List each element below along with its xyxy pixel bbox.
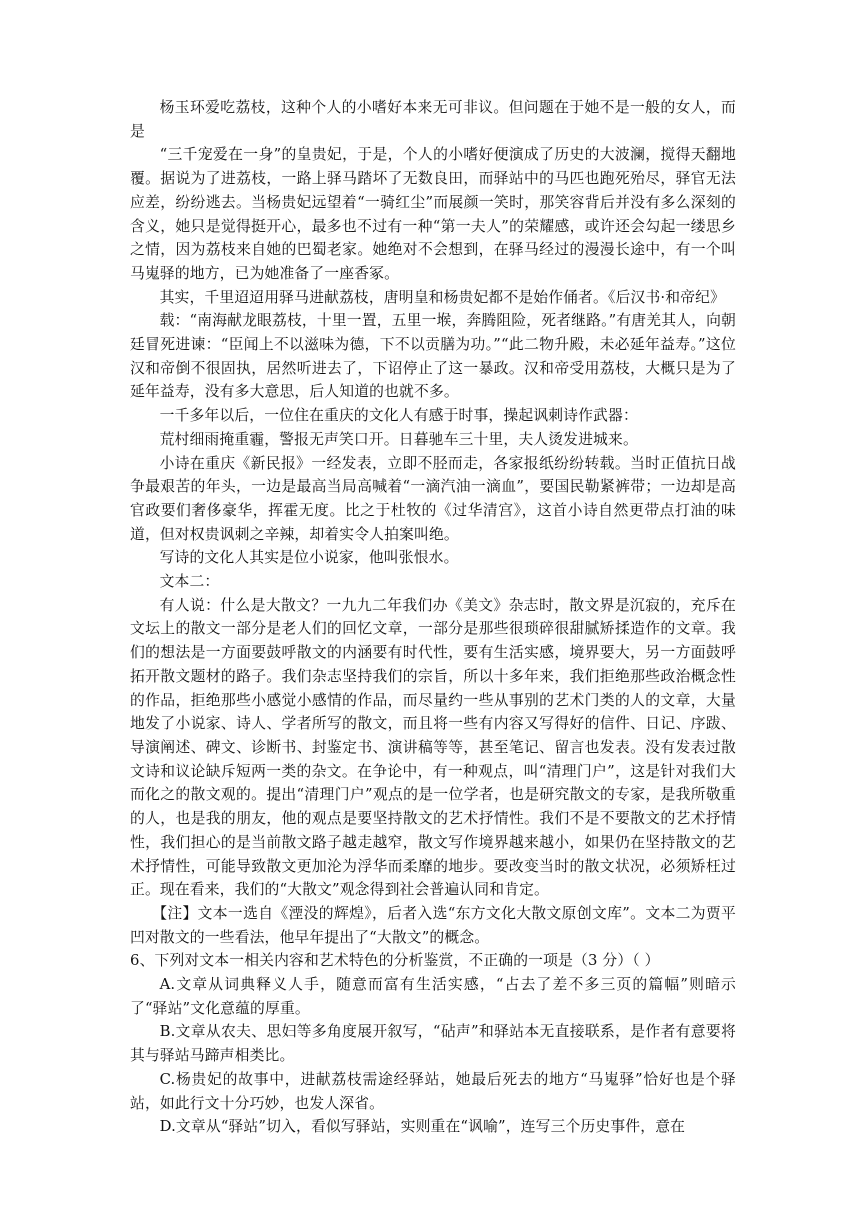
text1-paragraph-2: “三千宠爱在一身”的皇贵妃，于是，个人的小嗜好便演成了历史的大波澜，搅得天翻地覆。据说为了进荔枝，一路上驿马踏坏了无数良田，而驿站中的马匹也跑死殆尽，驿官无法应差，纷纷逃去。当杨贵妃远望着“一骑红尘”而展颜一笑时，那笑容背后并没有多么深刻的含义，她只是觉得挺开心，最多也不过有一种“第一夫人”的荣耀感，或许还会勾起一缕思乡之情，因为荔枝来自她的巴蜀老家。她绝对不会想到，在驿马经过的漫漫长途中，有一个叫马嵬驿的地方，已为她准备了一座香冢。 [130,146,736,282]
option-b[interactable]: B.文章从农夫、思妇等多角度展开叙写，“砧声”和驿站本无直接联系，是作者有意要将其与驿站马蹄声相类比。 [130,1023,736,1065]
source-note: 【注】文本一选自《湮没的辉煌》，后者入选“东方文化大散文原创文库”。文本二为贾平凹对散文的一些看法，他早年提出了“大散文”的概念。 [130,904,736,946]
poem-line: 荒村细雨掩重霾，警报无声笑口开。日暮驰车三十里，夫人烫发进城来。 [159,430,638,448]
text1-paragraph-1: 杨玉环爱吃荔枝，这种个人的小嗜好本来无可非议。但问题在于她不是一般的女人，而是 [130,99,736,140]
text1-paragraph-8: 写诗的文化人其实是位小说家，他叫张恨水。 [159,549,459,567]
text2-paragraph-1: 有人说：什么是大散文？一九九二年我们办《美文》杂志时，散文界是沉寂的，充斥在文坛上的散文一部分是老人们的回忆文章，一部分是那些很琐碎很甜腻矫揉造作的文章。我们的想法是一方面要鼓呼散文的内涵要有时代性，要有生活实感，境界要大，另一方面鼓呼拓开散文题材的路子。我们杂志坚持我们的宗旨，所以十多年来，我们拒绝那些政治概念性的作品，拒绝那些小感觉小感情的作品，而尽量约一些从事别的艺术门类的人的文章，大量地发了小说家、诗人、学者所写的散文，而且将一些有内容又写得好的信件、日记、序跋、导演阐述、碑文、诊断书、封鉴定书、演讲稿等等，甚至笔记、留言也发表。没有发表过散文诗和议论缺斥短两一类的杂文。在争论中，有一种观点，叫“清理门户”，这是针对我们大而化之的散文观的。提出“清理门户”观点的是一位学者，也是研究散文的专家，是我所敬重的人，也是我的朋友，他的观点是要坚持散文的艺术抒情性。我们不是不要散文的艺术抒情性，我们担心的是当前散文路子越走越窄，散文写作境界越来越小，如果仍在坚持散文的艺术抒情性，可能导致散文更加沦为浮华而柔靡的地步。要改变当时的散文状况，必须矫枉过正。现在看来，我们的“大散文”观念得到社会普遍认同和肯定。 [130,596,736,899]
text1-paragraph-4: 载：“南海献龙眼荔枝，十里一置，五里一堠，奔腾阻险，死者继路。”有唐羌其人，向朝廷冒死进谏：“臣闻上不以滋味为德，下不以贡膳为功。”“此二物升殿，未必延年益寿。”这位汉和帝倒不很固执，居然听进去了，下诏停止了这一暴政。汉和帝受用荔枝，大概只是为了延年益寿，没有多大意思，后人知道的也就不多。 [130,312,736,401]
option-d[interactable]: D.文章从“驿站”切入，看似写驿站，实则重在“讽喻”，连写三个历史事件，意在 [159,1118,686,1136]
option-a[interactable]: A.文章从词典释义人手，随意而富有生活实感，“占去了差不多三页的篇幅”则暗示了“驿站”文化意蕴的厚重。 [130,976,736,1017]
text1-paragraph-3: 其实，千里迢迢用驿马进献荔枝，唐明皇和杨贵妃都不是始作俑者。《后汉书·和帝纪》 [159,288,726,306]
text1-paragraph-5: 一千多年以后，一位住在重庆的文化人有感于时事，操起讽刺诗作武器： [159,407,638,425]
document-page [130,96,736,1139]
option-c[interactable]: C.杨贵妃的故事中，进献荔枝需途经驿站，她最后死去的地方“马嵬驿”恰好也是个驿站，如此行文十分巧妙，也发人深省。 [130,1070,736,1112]
text1-paragraph-7: 小诗在重庆《新民报》一经发表，立即不胫而走，各家报纸纷纷转载。当时正值抗日战争最艰苦的年头，一边是最高当局高喊着“一滴汽油一滴血”，要国民勒紧裤带；一边却是高官政要们奢侈豪华，挥霍无度。比之于杜牧的《过华清宫》，这首小诗自然更带点打油的味道，但对权贵讽刺之辛辣，却着实令人拍案叫绝。 [130,454,736,543]
text2-heading: 文本二： [159,573,220,591]
question-6-stem: 6、下列对文本一相关内容和艺术特色的分析鉴赏，不正确的一项是（3 分）（ ） [130,952,660,970]
